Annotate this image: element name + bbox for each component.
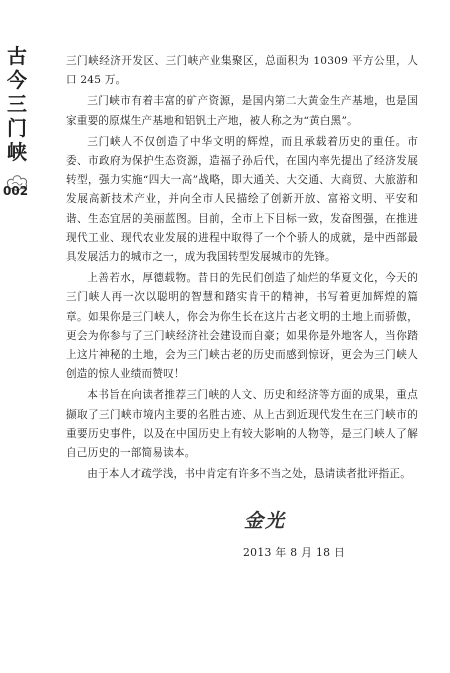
book-title-char: 今: [7, 68, 27, 92]
paragraph: 本书旨在向读者推荐三门峡的人文、历史和经济等方面的成果，重点撷取了三门峡市境内主要的名胜古迹、从上古到近现代发生在三门峡市的重要历史事件，以及在中国历史上有较大影响的人物等，是三门峡人了解自己历史的一部简易读本。: [66, 389, 418, 460]
paragraph: 上善若水，厚德载物。昔日的先民们创造了灿烂的华夏文化，今天的三门峡人再一次以聪明的智慧和踏实肯干的精神，书写着更加辉煌的篇章。如果你是三门峡人，你会为你生长在这片古老文明的土地上而骄傲，更会为你参与了三门峡经济社会建设而自豪；如果你是外地客人，当你踏上这片神秘的土地，会为三门峡古老的历史而感到惊讶，更会为三门峡人创造的惊人业绩而赞叹！: [66, 272, 418, 381]
book-title-char: 三: [7, 92, 27, 116]
author-signature: 金光: [244, 510, 287, 532]
paragraph: 三门峡市有着丰富的矿产资源，是国内第二大黄金生产基地，也是国家重要的原煤生产基地和铝钒土产地，被人称之为“黄白黑”。: [66, 95, 418, 127]
paragraph: 由于本人才疏学浅，书中肯定有许多不当之处，恳请读者批评指正。: [87, 468, 411, 481]
preface-body: [66, 52, 418, 486]
book-title-char: 门: [7, 116, 27, 140]
paragraph: 三门峡人不仅创造了中华文明的辉煌，而且承载着历史的重任。市委、市政府为保护生态资源，造福子孙后代，在国内率先提出了经济发展转型，强力实施“四大一高”战略，即大通关、大交通、大商贸、大旅游和发展高新技术产业，并向全市人民描绘了创新开放、富裕文明、平安和谐、生态宜居的美丽蓝图。目前，全市上下目标一致，发奋图强，在推进现代工业、现代农业发展的进程中取得了一个个骄人的成就，是中西部最具发展活力的城市之一，成为我国转型发展城市的先锋。: [66, 135, 418, 264]
book-title-char: 峡: [7, 140, 27, 164]
page-number: 002: [3, 184, 29, 198]
book-title-char: 古: [7, 44, 27, 68]
book-title-sidebar: [4, 44, 30, 192]
date-line: 2013 年 8 月 18 日: [243, 546, 346, 559]
paragraph: 三门峡经济开发区、三门峡产业集聚区，总面积为 10309 平方公里，人口 245 万。: [66, 55, 418, 87]
